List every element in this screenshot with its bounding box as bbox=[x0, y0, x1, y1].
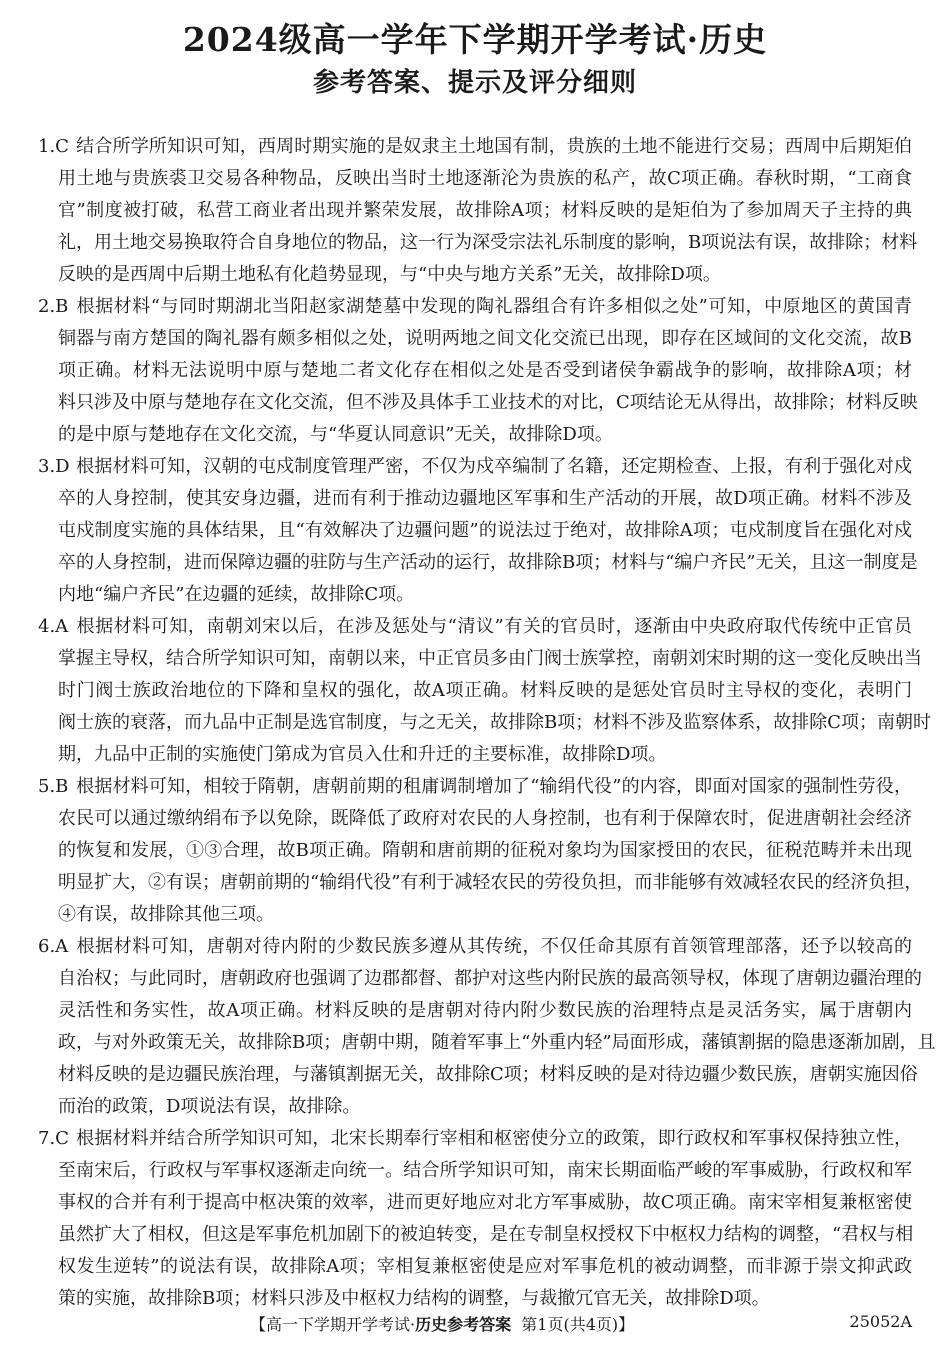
answer-text: 掌握主导权，结合所学知识可知，南朝以来，中正官员多由门阀士族掌控，南朝刘宋时期的这一变化反映出当 bbox=[58, 648, 922, 669]
answer-text: 礼，用土地交易换取符合自身地位的物品，这一行为深受宗法礼乐制度的影响，B项说法有误，故排除；材料 bbox=[58, 232, 918, 253]
answer-text: 政，与对外政策无关，故排除B项；唐朝中期，随着军事上“外重内轻”局面形成，藩镇割据的隐患逐渐加剧，且 bbox=[58, 1032, 936, 1053]
answer-number: 2.B bbox=[38, 296, 69, 317]
answer-line bbox=[38, 547, 918, 579]
answer-line bbox=[38, 803, 912, 835]
answer-text: 反映的是西周中后期土地私有化趋势显现，与“中央与地方关系”无关，故排除D项。 bbox=[58, 264, 721, 285]
answer-number: 1.C bbox=[38, 136, 69, 157]
answer-item bbox=[38, 611, 931, 771]
answer-line bbox=[38, 771, 912, 803]
answer-text: 根据材料“与同时期湖北当阳赵家湖楚墓中发现的陶礼器组合有许多相似之处”可知，中原地区的黄国青 bbox=[76, 296, 912, 317]
answer-line bbox=[38, 451, 912, 483]
footer-doc-name: 历史参考答案 bbox=[415, 1315, 512, 1334]
answer-line bbox=[38, 739, 912, 771]
answer-line bbox=[38, 1091, 912, 1123]
answer-number: 6.A bbox=[38, 936, 69, 957]
footer-exam-name: 【高一下学期开学考试· bbox=[250, 1315, 416, 1334]
answer-text: 灵活性和务实性，故A项正确。材料反映的是唐朝对待内附少数民族的治理特点是灵活务实，属于唐朝内 bbox=[58, 1000, 912, 1021]
answer-line bbox=[38, 323, 912, 355]
answer-line bbox=[38, 163, 912, 195]
answer-line bbox=[38, 291, 912, 323]
answer-line bbox=[38, 355, 912, 387]
answer-text: 结合所学所知识可知，西周时期实施的是奴隶主土地国有制，贵族的土地不能进行交易；西周中后期矩伯 bbox=[76, 136, 912, 157]
answer-number: 5.B bbox=[38, 776, 69, 797]
answer-text: 铜器与南方楚国的陶礼器有颇多相似之处，说明两地之间文化交流已出现，即存在区域间的文化交流，故B bbox=[58, 328, 912, 349]
answer-line bbox=[38, 579, 912, 611]
answer-text: 明显扩大，②有误；唐朝前期的“输绢代役”有利于减轻农民的劳役负担，而非能够有效减轻农民的经济负担， bbox=[58, 872, 923, 893]
answer-line bbox=[38, 899, 912, 931]
answer-text: 内地“编户齐民”在边疆的延续，故排除C项。 bbox=[58, 584, 415, 605]
answer-text: 根据材料可知，相较于隋朝，唐朝前期的租庸调制增加了“输绢代役”的内容，即面对国家的强制性劳役， bbox=[76, 776, 912, 797]
answer-line bbox=[38, 707, 931, 739]
answer-line bbox=[38, 483, 912, 515]
answer-line bbox=[38, 867, 923, 899]
answer-line bbox=[38, 1123, 912, 1155]
page-title: 2024级高一学年下学期开学考试·历史 bbox=[182, 20, 768, 59]
answer-line bbox=[38, 1251, 912, 1283]
answer-line bbox=[38, 1187, 912, 1219]
page-number: 第1页(共4页)】 bbox=[521, 1315, 635, 1334]
answer-number: 4.A bbox=[38, 616, 69, 637]
answer-text: 期，九品中正制的实施使门第成为官员入仕和升迁的主要标准，故排除D项。 bbox=[58, 744, 667, 765]
page-subtitle: 参考答案、提示及评分细则 bbox=[312, 68, 637, 98]
answer-number: 3.D bbox=[38, 456, 70, 477]
answer-text: 虽然扩大了相权，但这是军事危机加剧下的被迫转变，是在专制皇权授权下中枢权力结构的调整，“君权与相 bbox=[58, 1224, 914, 1245]
answer-text: 根据材料可知，南朝刘宋以后，在涉及惩处与“清议”有关的官员时，逐渐由中央政府取代传统中正官员 bbox=[76, 616, 912, 637]
answer-text: 至南宋后，行政权与军事权逐渐走向统一。结合所学知识可知，南宋长期面临严峻的军事威胁，行政权和军 bbox=[58, 1160, 912, 1181]
answer-text: 事权的合并有利于提高中枢决策的效率，进而更好地应对北方军事威胁，故C项正确。南宋宰相复兼枢密使 bbox=[58, 1192, 912, 1213]
answer-line bbox=[38, 611, 912, 643]
answer-line bbox=[38, 1027, 936, 1059]
answer-line bbox=[38, 419, 912, 451]
answer-line bbox=[38, 195, 912, 227]
answer-item bbox=[38, 291, 918, 451]
answer-text: 根据材料并结合所学知识可知，北宋长期奉行宰相和枢密使分立的政策，即行政权和军事权保持独立性， bbox=[76, 1128, 912, 1149]
answer-text: 官”制度被打破，私营工商业者出现并繁荣发展，故排除A项；材料反映的是矩伯为了参加周天子主持的典 bbox=[58, 200, 912, 221]
answer-text: 的恢复和发展，①③合理，故B项正确。隋朝和唐前期的征税对象均为国家授田的农民，征税范畴并未出现 bbox=[58, 840, 912, 861]
answer-text: 阀士族的衰落，而九品中正制是选官制度，与之无关，故排除B项；材料不涉及监察体系，故排除C项；南朝时 bbox=[58, 712, 931, 733]
answer-list bbox=[38, 131, 936, 1315]
answer-text: 项正确。材料无法说明中原与楚地二者文化存在相似之处是否受到诸侯争霸战争的影响，故排除A项；材 bbox=[58, 360, 912, 381]
answer-text: 材料反映的是边疆民族治理，与藩镇割据无关，故排除C项；材料反映的是对待边疆少数民族，唐朝实施因俗 bbox=[58, 1064, 918, 1085]
exam-code: 25052A bbox=[849, 1312, 912, 1331]
answer-text: 自治权；与此同时，唐朝政府也强调了边郡都督、都护对这些内附民族的最高领导权，体现了唐朝边疆治理的 bbox=[58, 968, 922, 989]
answer-line bbox=[38, 931, 912, 963]
answer-line bbox=[38, 675, 912, 707]
answer-text: 卒的人身控制，进而保障边疆的驻防与生产活动的运行，故排除B项；材料与“编户齐民”无关，且这一制度是 bbox=[58, 552, 918, 573]
answer-text: 卒的人身控制，使其安身边疆，进而有利于推动边疆地区军事和生产活动的开展，故D项正确。材料不涉及 bbox=[58, 488, 912, 509]
answer-line bbox=[38, 387, 918, 419]
answer-text: 时门阀士族政治地位的下降和皇权的强化，故A项正确。材料反映的是惩处官员时主导权的变化，表明门 bbox=[58, 680, 912, 701]
answer-line bbox=[38, 643, 922, 675]
answer-item bbox=[38, 771, 923, 931]
answer-item bbox=[38, 451, 918, 611]
answer-item bbox=[38, 1123, 912, 1315]
answer-item bbox=[38, 131, 918, 291]
answer-text: 根据材料可知，唐朝对待内附的少数民族多遵从其传统，不仅任命其原有首领管理部落，还予以较高的 bbox=[76, 936, 912, 957]
answer-text: 的是中原与楚地存在文化交流，与“华夏认同意识”无关，故排除D项。 bbox=[58, 424, 613, 445]
footer-caption bbox=[250, 1312, 634, 1335]
answer-text: 策的实施，故排除B项；材料只涉及中枢权力结构的调整，与裁撤冗官无关，故排除D项。 bbox=[58, 1288, 770, 1309]
answer-text: 根据材料可知，汉朝的屯戍制度管理严密，不仅为戍卒编制了名籍，还定期检查、上报，有利于强化对戍 bbox=[76, 456, 912, 477]
answer-text: 料只涉及中原与楚地存在文化交流，但不涉及具体手工业技术的对比，C项结论无从得出，故排除；材料反映 bbox=[58, 392, 918, 413]
answer-line bbox=[38, 995, 912, 1027]
answer-text: ④有误，故排除其他三项。 bbox=[58, 904, 274, 925]
answer-text: 用土地与贵族裘卫交易各种物品，反映出当时土地逐渐沦为贵族的私产，故C项正确。春秋时期，“工商食 bbox=[58, 168, 912, 189]
answer-text: 农民可以通过缴纳绢布予以免除，既降低了政府对农民的人身控制，也有利于保障农时，促进唐朝社会经济 bbox=[58, 808, 912, 829]
answer-text: 屯戍制度实施的具体结果，且“有效解决了边疆问题”的说法过于绝对，故排除A项；屯戍制度旨在强化对戍 bbox=[58, 520, 912, 541]
answer-line bbox=[38, 515, 912, 547]
answer-line bbox=[38, 227, 918, 259]
answer-line bbox=[38, 1219, 912, 1251]
answer-number: 7.C bbox=[38, 1128, 69, 1149]
answer-line bbox=[38, 1155, 912, 1187]
answer-line bbox=[38, 1283, 912, 1315]
answer-text: 而治的政策，D项说法有误，故排除。 bbox=[58, 1096, 361, 1117]
answer-line bbox=[38, 835, 912, 867]
answer-line bbox=[38, 963, 922, 995]
answer-line bbox=[38, 259, 912, 291]
answer-line bbox=[38, 1059, 918, 1091]
answer-line bbox=[38, 131, 912, 163]
answer-item bbox=[38, 931, 936, 1123]
answer-text: 权发生逆转”的说法有误，故排除A项；宰相复兼枢密使是应对军事危机的被动调整，而非源于崇文抑武政 bbox=[58, 1256, 912, 1277]
